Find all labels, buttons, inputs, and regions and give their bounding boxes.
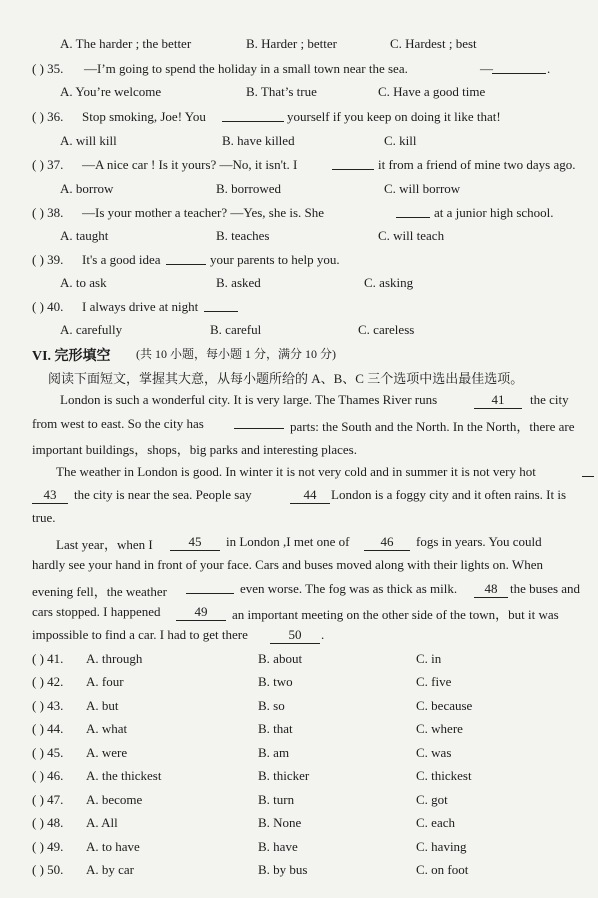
question-stem: Stop smoking, Joe! You	[82, 109, 206, 124]
blank-43-start	[582, 464, 594, 477]
question-number: ( ) 39.	[32, 252, 64, 267]
option-b: B. turn	[258, 792, 295, 807]
passage-text: London is such a wonderful city. It is very large. The Thames River runs	[60, 392, 438, 407]
option-c: C. Hardest ; best	[390, 36, 477, 51]
question-stem-end: .	[547, 61, 551, 76]
passage-text: cars stopped. I happened	[32, 604, 161, 619]
question-stem-end: yourself if you keep on doing it like that!	[287, 109, 501, 124]
question-number: ( ) 48.	[32, 815, 64, 830]
question-stem-end: at a junior high school.	[434, 205, 554, 220]
question-stem: —A nice car ! Is it yours? —No, it isn't. I	[82, 157, 298, 172]
passage-text: .	[321, 627, 325, 642]
passage-text: London is a foggy city and it often rains. It is	[331, 487, 567, 502]
question-stem-end: your parents to help you.	[210, 252, 340, 267]
passage-text: in London ,I met one of	[226, 534, 350, 549]
option-b: B. Harder ; better	[246, 36, 337, 51]
option-a: A. were	[86, 745, 128, 760]
option-a: A. will kill	[60, 133, 117, 148]
passage-text: impossible to find a car. I had to get there	[32, 627, 248, 642]
blank-48: 48	[474, 581, 508, 598]
question-stem-end: it from a friend of mine two days ago.	[378, 157, 576, 172]
option-c: C. where	[416, 721, 463, 736]
passage-text: the buses and	[510, 581, 581, 596]
option-b: B. have	[258, 839, 298, 854]
question-number: ( ) 40.	[32, 299, 64, 314]
option-a: A. but	[86, 698, 119, 713]
option-b: B. two	[258, 674, 293, 689]
option-a: A. borrow	[60, 181, 114, 196]
section-instruction: 阅读下面短文，掌握其大意，从每小题所给的 A、B、C 三个选项中选出最佳选项。	[48, 371, 524, 386]
option-b: B. by bus	[258, 862, 308, 877]
option-a: A. through	[86, 651, 143, 666]
option-b: B. None	[258, 815, 302, 830]
option-a: A. become	[86, 792, 143, 807]
blank-44: 44	[290, 487, 330, 504]
option-b: B. have killed	[222, 133, 295, 148]
question-stem: I always drive at night	[82, 299, 199, 314]
answer-blank	[396, 205, 430, 218]
question-stem: —I’m going to spend the holiday in a small town near the sea.	[84, 61, 408, 76]
question-stem-dash: —	[480, 61, 493, 76]
question-number: ( ) 44.	[32, 721, 64, 736]
passage-text: even worse. The fog was as thick as milk.	[240, 581, 458, 596]
passage-text: true.	[32, 510, 56, 525]
option-c: C. five	[416, 674, 452, 689]
option-a: A. to ask	[60, 275, 107, 290]
question-number: ( ) 41.	[32, 651, 64, 666]
passage-text: Last year，when I	[56, 537, 153, 552]
passage-text: the city	[530, 392, 569, 407]
option-c: C. got	[416, 792, 448, 807]
option-c: C. each	[416, 815, 455, 830]
passage-text: fogs in years. You could	[416, 534, 542, 549]
question-number: ( ) 36.	[32, 109, 64, 124]
blank-50: 50	[270, 627, 320, 644]
option-b: B. teaches	[216, 228, 270, 243]
option-c: C. careless	[358, 322, 415, 337]
option-b: B. that	[258, 721, 293, 736]
question-stem: It's a good idea	[82, 252, 161, 267]
option-a: A. The harder ; the better	[60, 36, 192, 51]
option-b: B. about	[258, 651, 303, 666]
option-a: A. taught	[60, 228, 109, 243]
blank-49: 49	[176, 604, 226, 621]
option-b: B. borrowed	[216, 181, 281, 196]
answer-blank	[332, 157, 374, 170]
option-c: C. thickest	[416, 768, 472, 783]
question-number: ( ) 47.	[32, 792, 64, 807]
option-c: C. having	[416, 839, 467, 854]
option-a: A. You’re welcome	[60, 84, 162, 99]
question-number: ( ) 49.	[32, 839, 64, 854]
option-b: B. thicker	[258, 768, 310, 783]
answer-blank	[222, 109, 284, 122]
question-number: ( ) 42.	[32, 674, 64, 689]
blank-43: 43	[32, 487, 68, 504]
option-c: C. was	[416, 745, 452, 760]
question-number: ( ) 46.	[32, 768, 64, 783]
passage-text: from west to east. So the city has	[32, 416, 204, 431]
option-c: C. will teach	[378, 228, 445, 243]
passage-text: The weather in London is good. In winter it is not very cold and in summer it is not very hot	[56, 464, 536, 479]
option-a: A. the thickest	[86, 768, 162, 783]
option-b: B. That’s true	[246, 84, 317, 99]
question-number: ( ) 38.	[32, 205, 64, 220]
passage-text: hardly see your hand in front of your face. Cars and buses moved along with their lights on. When	[32, 557, 543, 572]
option-a: A. four	[86, 674, 124, 689]
passage-text: important buildings，shops，big parks and interesting places.	[32, 442, 357, 457]
blank-46: 46	[364, 534, 410, 551]
option-c: C. on foot	[416, 862, 469, 877]
passage-text: parts: the South and the North. In the North，there are	[290, 419, 575, 434]
question-number: ( ) 43.	[32, 698, 64, 713]
option-c: C. in	[416, 651, 442, 666]
section-note: (共 10 小题，每小题 1 分，满分 10 分)	[136, 347, 336, 361]
option-c: C. Have a good time	[378, 84, 486, 99]
blank-47	[186, 581, 234, 594]
option-a: A. what	[86, 721, 128, 736]
option-a: A. carefully	[60, 322, 123, 337]
answer-blank	[166, 252, 206, 265]
passage-text: evening fell，the weather	[32, 584, 167, 599]
blank-45: 45	[170, 534, 220, 551]
section-title: VI. 完形填空	[32, 349, 111, 364]
blank-42	[234, 416, 284, 429]
option-a: A. to have	[86, 839, 140, 854]
option-c: C. will borrow	[384, 181, 461, 196]
option-b: B. asked	[216, 275, 261, 290]
question-number: ( ) 35.	[32, 61, 64, 76]
option-c: C. kill	[384, 133, 417, 148]
blank-41: 41	[474, 392, 522, 409]
option-a: A. by car	[86, 862, 135, 877]
question-stem: —Is your mother a teacher? —Yes, she is. She	[82, 205, 325, 220]
answer-blank	[492, 61, 546, 74]
option-a: A. All	[86, 815, 118, 830]
option-b: B. am	[258, 745, 290, 760]
option-c: C. because	[416, 698, 473, 713]
option-b: B. so	[258, 698, 285, 713]
option-c: C. asking	[364, 275, 414, 290]
answer-blank	[204, 299, 238, 312]
passage-text: the city is near the sea. People say	[74, 487, 252, 502]
question-number: ( ) 37.	[32, 157, 64, 172]
option-b: B. careful	[210, 322, 262, 337]
passage-text: an important meeting on the other side of the town，but it was	[232, 607, 559, 622]
question-number: ( ) 45.	[32, 745, 64, 760]
question-number: ( ) 50.	[32, 862, 64, 877]
